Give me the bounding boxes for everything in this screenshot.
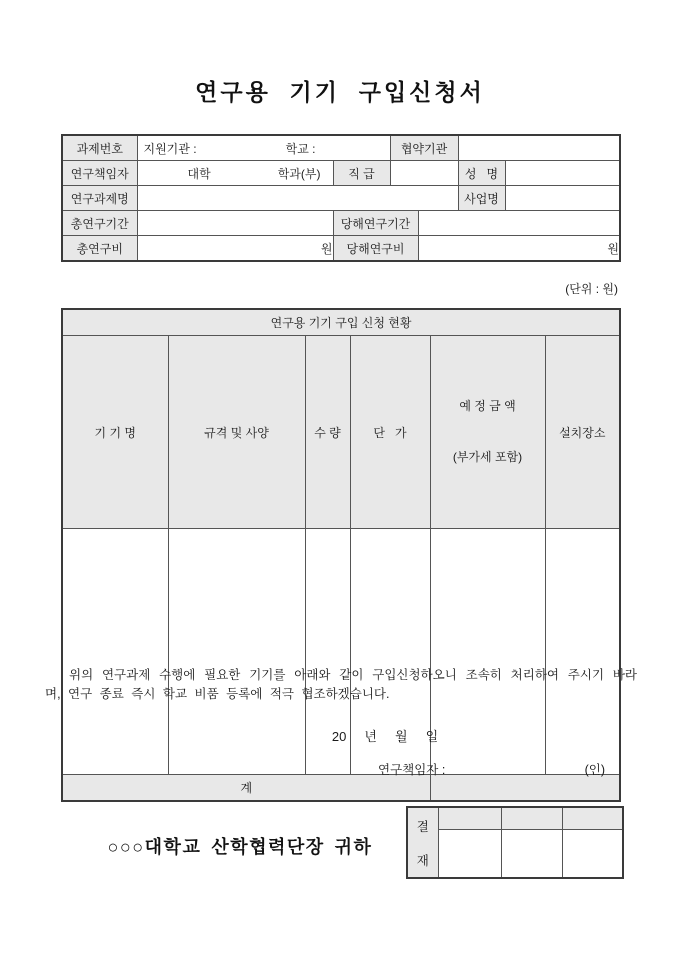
college-dept-cell bbox=[137, 161, 333, 186]
total-period-label: 총연구기간 bbox=[62, 211, 137, 236]
position-value-cell bbox=[390, 161, 458, 186]
approval-title-cell-2 bbox=[501, 807, 562, 830]
header-spec: 규격 및 사양 bbox=[168, 336, 305, 529]
declaration-text: 위의 연구과제 수행에 필요한 기기를 아래와 같이 구입신청하오니 조속히 처리하여 주시기 바라며, 연구 종료 즉시 학교 비품 등록에 적극 협조하겠습니다. bbox=[45, 668, 637, 701]
date-line: 20 년 월 일 bbox=[331, 729, 439, 744]
total-label: 계 bbox=[62, 775, 430, 802]
approval-title-cell-1 bbox=[438, 807, 501, 830]
current-budget-label: 당해연구비 bbox=[333, 236, 418, 262]
info-row-research-budget bbox=[62, 236, 620, 262]
info-row-principal-investigator bbox=[62, 161, 620, 186]
page-title: 연구용 기기 구입신청서 bbox=[195, 80, 485, 105]
info-row-project-number bbox=[62, 135, 620, 161]
business-name-label: 사업명 bbox=[458, 186, 505, 211]
equipment-table-header-row bbox=[62, 336, 620, 529]
approval-box bbox=[406, 806, 624, 879]
approval-label-cell bbox=[407, 807, 438, 878]
header-quantity: 수 량 bbox=[305, 336, 350, 529]
recipient-line: ○○○대학교 산학협력단장 귀하 bbox=[107, 837, 373, 857]
dept-label: 학과(부) bbox=[277, 166, 321, 181]
business-name-value-cell bbox=[505, 186, 620, 211]
header-install-location: 설치장소 bbox=[545, 336, 620, 529]
signer-label: 연구책임자 : bbox=[378, 763, 446, 777]
equipment-table-title-row bbox=[62, 309, 620, 336]
equipment-table-title: 연구용 기기 구입 신청 현황 bbox=[62, 309, 620, 336]
approval-title-cell-3 bbox=[562, 807, 623, 830]
equipment-table-total-row bbox=[62, 775, 620, 802]
support-org-label: 지원기관 : bbox=[143, 141, 197, 156]
seal-label: (인) bbox=[584, 763, 605, 777]
name-label: 성 명 bbox=[458, 161, 505, 186]
header-unit-price: 단 가 bbox=[350, 336, 430, 529]
approval-signature-row bbox=[407, 830, 623, 879]
approval-sign-cell-3 bbox=[562, 830, 623, 879]
college-label: 대학 bbox=[187, 166, 211, 181]
project-number-label: 과제번호 bbox=[62, 135, 137, 161]
position-label: 직 급 bbox=[333, 161, 390, 186]
current-period-value-cell bbox=[418, 211, 620, 236]
signer-line bbox=[378, 760, 605, 778]
approval-sign-cell-2 bbox=[501, 830, 562, 879]
current-budget-value-cell: 원 bbox=[418, 236, 620, 262]
header-estimated-amount-line1: 예 정 금 액 bbox=[459, 399, 516, 413]
total-budget-value-cell: 원 bbox=[137, 236, 333, 262]
total-period-value-cell bbox=[137, 211, 333, 236]
unit-note: (단위 : 원) bbox=[565, 282, 618, 296]
total-amount-cell bbox=[430, 775, 620, 802]
info-row-project-title bbox=[62, 186, 620, 211]
agreement-org-value-cell bbox=[458, 135, 620, 161]
principal-investigator-label: 연구책임자 bbox=[62, 161, 137, 186]
project-title-value-cell bbox=[137, 186, 458, 211]
total-budget-label: 총연구비 bbox=[62, 236, 137, 262]
approval-label-bottom: 재 bbox=[416, 853, 429, 868]
project-info-table bbox=[61, 134, 621, 262]
agreement-org-label: 협약기관 bbox=[390, 135, 458, 161]
name-value-cell bbox=[505, 161, 620, 186]
approval-sign-cell-1 bbox=[438, 830, 501, 879]
current-period-label: 당해연구기간 bbox=[333, 211, 418, 236]
school-label: 학교 : bbox=[285, 141, 316, 156]
header-estimated-amount-line2: (부가세 포함) bbox=[452, 450, 523, 464]
approval-header-row bbox=[407, 807, 623, 830]
support-org-cell bbox=[137, 135, 390, 161]
header-estimated-amount bbox=[430, 336, 545, 529]
project-title-label: 연구과제명 bbox=[62, 186, 137, 211]
info-row-research-period bbox=[62, 211, 620, 236]
approval-label-top: 결 bbox=[416, 819, 429, 834]
header-equipment-name: 기 기 명 bbox=[62, 336, 168, 529]
